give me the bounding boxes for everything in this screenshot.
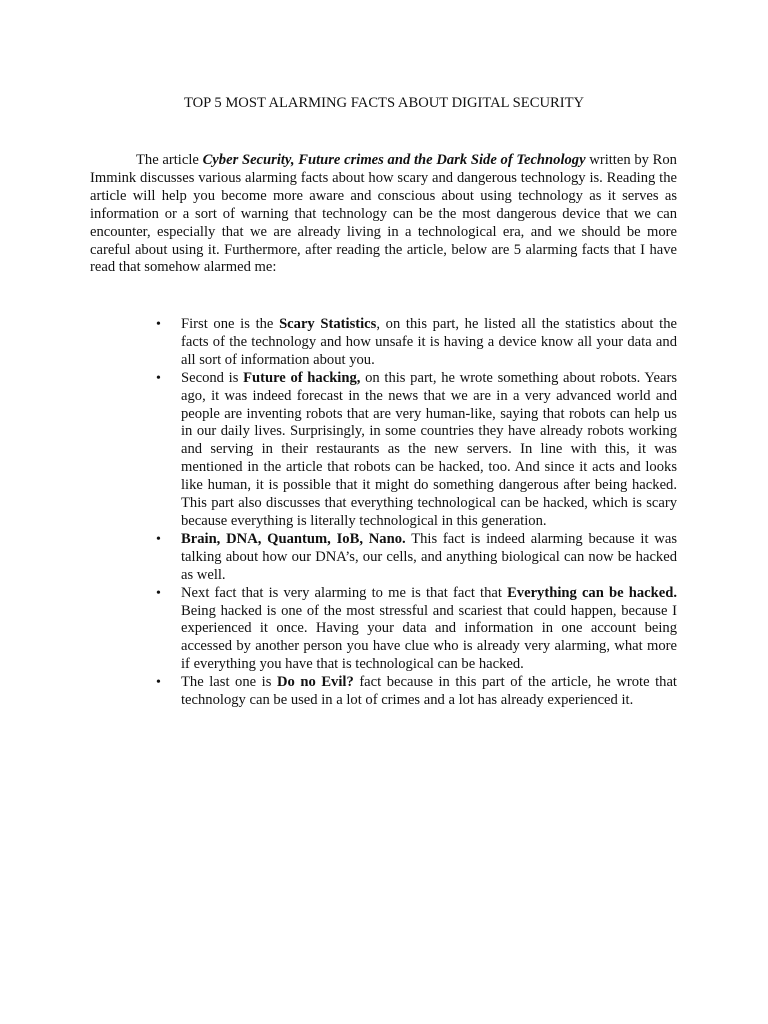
fact-text-after: Being hacked is one of the most stressful and scariest that could happen, because I experienced it once. Having your data and information in one account being accessed by another person you have clue who is already very alarming, what more if everything you have that is technological can be hacked. <box>181 602 677 673</box>
fact-item-5 <box>156 674 677 710</box>
bullet-icon: • <box>156 370 161 386</box>
article-title: Cyber Security, Future crimes and the Dark Side of Technology <box>202 152 586 168</box>
fact-heading: Scary Statistics <box>279 316 377 332</box>
fact-item-1 <box>156 316 677 370</box>
fact-heading: Do no Evil? <box>276 674 354 691</box>
fact-text-before: Second is <box>181 369 244 386</box>
fact-text-after: This fact is indeed alarming because it was talking about how our DNA’s, our cells, and anything biological can now be hacked as well. <box>181 530 678 583</box>
fact-text-after: on this part, he wrote something about robots. Years ago, it was indeed forecast in the news that we are in a very advanced world and people are inventing robots that are very human-like, saying that robots can help us in our daily lives. Surprisingly, in some countries they have already robots working and serving in their restaurants as the new servers. In line with this, it was mentioned in the article that robots can be hacked, too. And since it acts and looks like human, it is possible that it might do something dangerous after being hacked. This part also discusses that everything technological can be hacked, which is scary because everything is literally technological in this generation. <box>181 369 678 529</box>
fact-item-3 <box>156 530 678 585</box>
fact-text-before: First one is the <box>181 316 280 332</box>
fact-heading: Everything can be hacked. <box>507 584 677 601</box>
fact-item-2 <box>156 369 678 531</box>
intro-paragraph <box>90 152 677 277</box>
bullet-icon: • <box>156 531 161 547</box>
bullet-icon: • <box>156 675 161 691</box>
bullet-icon: • <box>156 317 161 332</box>
fact-heading: Brain, DNA, Quantum, IoB, Nano. <box>181 530 406 547</box>
document-title: TOP 5 MOST ALARMING FACTS ABOUT DIGITAL SECURITY <box>183 95 585 111</box>
fact-text-after: fact because in this part of the article, he wrote that technology can be used in a lot of crimes and a lot has already experienced it. <box>181 674 677 709</box>
fact-heading: Future of hacking, <box>243 369 361 386</box>
fact-text-before: Next fact that is very alarming to me is that fact that <box>181 584 508 601</box>
bullet-icon: • <box>156 585 161 601</box>
facts-list <box>156 316 678 710</box>
fact-item-4 <box>156 584 677 675</box>
fact-text-after: , on this part, he listed all the statistics about the facts of the technology and how unsafe it is having a device know all your data and all sort of information about you. <box>181 316 677 368</box>
intro-body: written by Ron Immink discusses various alarming facts about how scary and dangerous technology is. Reading the article will help you become more aware and conscious about using technology as it serves as information or a sort of warning that technology can be the most dangerous device that we can encounter, especially that we are already living in a technological era, and we should be more careful about using it. Furthermore, after reading the article, below are 5 alarming facts that I have read that somehow alarmed me: <box>90 152 677 276</box>
intro-prefix: The article <box>136 152 203 168</box>
fact-text-before: The last one is <box>181 674 277 691</box>
